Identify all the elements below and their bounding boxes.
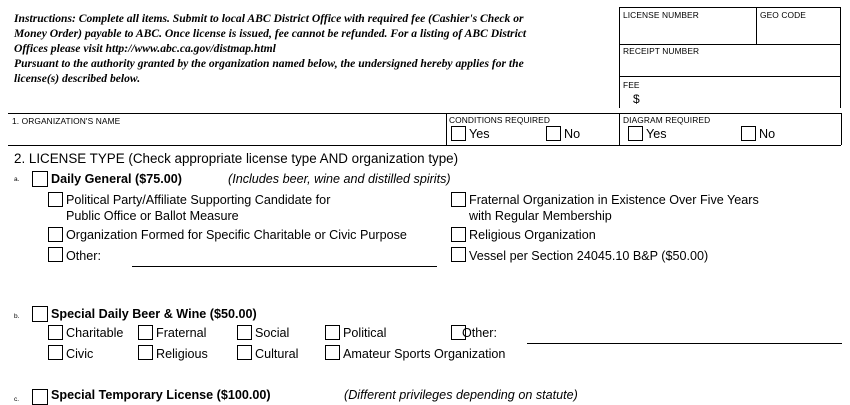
- special-daily-beer-wine-checkbox[interactable]: [32, 306, 48, 322]
- conditions-yes-checkbox[interactable]: [451, 126, 466, 141]
- instructions-line-4: Pursuant to the authority granted by the organization named below, the undersigned hereby applies for the: [14, 57, 524, 70]
- political-checkbox[interactable]: [325, 325, 340, 340]
- conditions-no-checkbox[interactable]: [546, 126, 561, 141]
- diagram-no-checkbox[interactable]: [741, 126, 756, 141]
- geo-code-label: GEO CODE: [760, 10, 806, 20]
- special-temporary-license-title: Special Temporary License ($100.00): [51, 388, 271, 402]
- other-org-label: Other:: [66, 249, 101, 263]
- charitable-civic-org-checkbox[interactable]: [48, 227, 63, 242]
- cultural-label: Cultural: [255, 347, 299, 361]
- instructions-line-5: license(s) described below.: [14, 72, 141, 85]
- religious-org-checkbox[interactable]: [451, 227, 466, 242]
- special-temporary-license-checkbox[interactable]: [32, 389, 48, 405]
- charitable-checkbox[interactable]: [48, 325, 63, 340]
- special-temporary-license-note: (Different privileges depending on statute): [344, 388, 578, 402]
- other-type-label: Other:: [462, 326, 497, 340]
- other-org-field[interactable]: [132, 249, 437, 265]
- office-box-right-border: [840, 7, 841, 108]
- instructions: [14, 11, 604, 86]
- daily-general-checkbox[interactable]: [32, 171, 48, 187]
- section1-divider-2: [619, 113, 620, 145]
- diagram-required-label: DIAGRAM REQUIRED: [623, 115, 711, 125]
- fraternal-checkbox[interactable]: [138, 325, 153, 340]
- religious-checkbox[interactable]: [138, 345, 153, 360]
- diagram-no-label: No: [759, 127, 776, 141]
- other-type-field[interactable]: [527, 326, 842, 342]
- item-b-marker: b.: [14, 313, 20, 320]
- license-number-label: LICENSE NUMBER: [623, 10, 699, 20]
- instructions-line-3: Offices please visit http://www.abc.ca.gov/distmap.html: [14, 42, 276, 55]
- civic-checkbox[interactable]: [48, 345, 63, 360]
- fraternal-org-label-line-2: with Regular Membership: [469, 209, 612, 223]
- conditions-no-label: No: [564, 127, 581, 141]
- section1-divider-1: [446, 113, 447, 145]
- cultural-checkbox[interactable]: [237, 345, 252, 360]
- charitable-label: Charitable: [66, 326, 124, 340]
- office-box-left-border: [619, 7, 620, 108]
- daily-general-note: (Includes beer, wine and distilled spirits): [228, 172, 451, 186]
- receipt-number-label: RECEIPT NUMBER: [623, 46, 700, 56]
- other-type-underline: [527, 343, 842, 344]
- political-party-checkbox[interactable]: [48, 192, 63, 207]
- fee-dollar-sign: $: [633, 92, 640, 106]
- office-box-top-border: [619, 7, 841, 8]
- fraternal-org-checkbox[interactable]: [451, 192, 466, 207]
- license-type-heading: 2. LICENSE TYPE (Check appropriate license type AND organization type): [14, 151, 459, 166]
- license-number-field[interactable]: [622, 20, 754, 42]
- section1-top-border: [8, 113, 841, 114]
- political-party-label-line-2: Public Office or Ballot Measure: [66, 209, 239, 223]
- daily-general-title: Daily General ($75.00): [51, 172, 182, 186]
- geo-code-field[interactable]: [759, 20, 838, 42]
- conditions-required-label: CONDITIONS REQUIRED: [449, 115, 551, 125]
- item-a-marker: a.: [14, 176, 20, 183]
- political-label: Political: [343, 326, 387, 340]
- other-org-checkbox[interactable]: [48, 247, 63, 262]
- org-name-label: 1. ORGANIZATION'S NAME: [12, 116, 121, 126]
- amateur-sports-checkbox[interactable]: [325, 345, 340, 360]
- vessel-label: Vessel per Section 24045.10 B&P ($50.00): [469, 249, 709, 263]
- special-daily-beer-wine-title: Special Daily Beer & Wine ($50.00): [51, 307, 257, 321]
- vessel-checkbox[interactable]: [451, 247, 466, 262]
- civic-label: Civic: [66, 347, 94, 361]
- fraternal-org-label-line-1: Fraternal Organization in Existence Over Five Years: [469, 193, 759, 207]
- charitable-civic-org-label: Organization Formed for Specific Charitable or Civic Purpose: [66, 228, 407, 242]
- item-c-marker: c.: [14, 396, 20, 403]
- instructions-line-2: Money Order) payable to ABC. Once license is issued, fee cannot be refunded. For a listing of ABC District: [14, 27, 527, 40]
- fraternal-label: Fraternal: [156, 326, 207, 340]
- political-party-label-line-1: Political Party/Affiliate Supporting Candidate for: [66, 193, 331, 207]
- conditions-yes-label: Yes: [469, 127, 490, 141]
- diagram-yes-checkbox[interactable]: [628, 126, 643, 141]
- fee-field[interactable]: [645, 90, 838, 106]
- org-name-field[interactable]: [12, 126, 442, 143]
- religious-label: Religious: [156, 347, 208, 361]
- section1-bottom-border: [8, 145, 841, 146]
- instructions-line-1: Instructions: Complete all items. Submit to local ABC District Office with required fee (Cashier's Check or: [14, 12, 524, 25]
- office-box-row-divider-2: [619, 76, 841, 77]
- fee-label: FEE: [623, 80, 640, 90]
- other-org-underline: [132, 266, 437, 267]
- social-checkbox[interactable]: [237, 325, 252, 340]
- office-box-geo-divider: [756, 7, 757, 44]
- section1-right-border: [841, 113, 842, 145]
- religious-org-label: Religious Organization: [469, 228, 596, 242]
- social-label: Social: [255, 326, 290, 340]
- receipt-number-field[interactable]: [622, 56, 838, 74]
- amateur-sports-label: Amateur Sports Organization: [343, 347, 506, 361]
- office-box-row-divider-1: [619, 44, 841, 45]
- diagram-yes-label: Yes: [646, 127, 667, 141]
